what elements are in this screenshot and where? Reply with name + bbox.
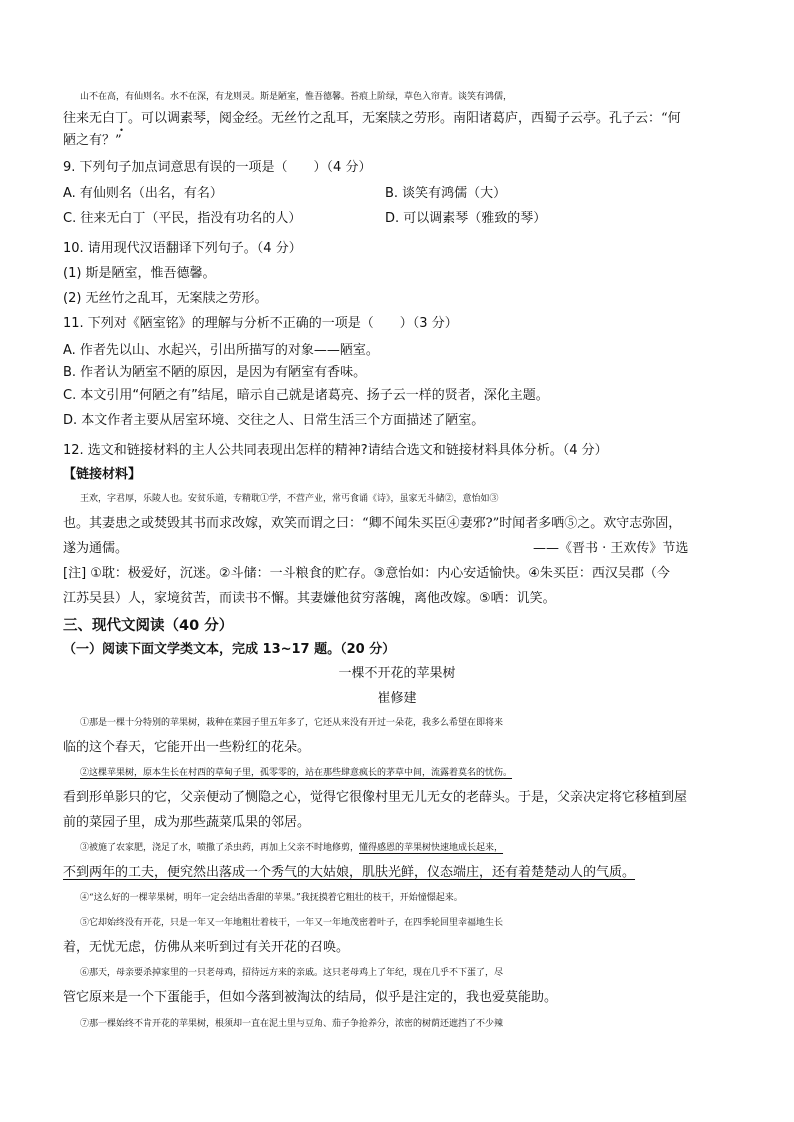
- passage-line-1: 山不在高，有仙则名。水不在深，有龙则灵。斯是陋室，惟吾德馨。苔痕上阶绿，草色入帘青。谈笑有鸿儒，: [80, 92, 513, 102]
- link-line-1: 王欢，字君厚，乐陵人也。安贫乐道，专精耽①学，不营产业，常丐食诵《诗》，虽家无斗储②，意怡如③: [80, 494, 499, 504]
- q11-option-b: B. 作者认为陋室不陋的原因，是因为有陋室有香味。: [63, 365, 367, 380]
- link-note-2: 江苏吴县）人，家境贫苦，而读书不懈。其妻嫌他贫穷落魄，离他改嫁。⑤哂：讥笑。: [63, 591, 556, 606]
- link-line-3: 遂为通儒。 ——《晋书 · 王欢传》节选: [63, 538, 753, 560]
- link-source: ——《晋书 · 王欢传》节选: [533, 541, 689, 556]
- story-p6-line-2: 管它原来是一个下蛋能手，但如今落到被淘汰的结局，似乎是注定的，我也爱莫能助。: [63, 990, 558, 1005]
- q9-option-a: A. 有仙则名（出名，有名）: [63, 186, 223, 201]
- link-heading: 【链接材料】: [63, 467, 142, 482]
- story-p1-line-2: 临的这个春天，它能开出一些粉红的花朵。: [63, 740, 311, 755]
- story-author: 崔修建: [377, 691, 417, 706]
- q9-stem: 9. 下列句子加点词意思有误的一项是（ ）（4 分）: [63, 160, 372, 175]
- q12-stem: 12. 选文和链接材料的主人公共同表现出怎样的精神?请结合选文和链接材料具体分析。（4 分）: [63, 443, 608, 458]
- q11-option-c: C. 本文引用“何陋之有”结尾，暗示自己就是诸葛亮、扬子云一样的贤者，深化主题。: [63, 388, 549, 403]
- q10-stem: 10. 请用现代汉语翻译下列句子。（4 分）: [63, 241, 302, 256]
- story-p7-line-1: ⑦那一棵始终不肯开花的苹果树，根须却一直在泥土里与豆角、茄子争抢养分，浓密的树荫还遮挡了不少辣: [80, 1019, 504, 1029]
- q9-option-c: C. 往来无白丁（平民，指没有功名的人）: [63, 211, 302, 226]
- q11-option-d: D. 本文作者主要从居室环境、交往之人、日常生活三个方面描述了陋室。: [63, 413, 485, 428]
- q9-option-b: B. 谈笑有鸿儒（大）: [385, 186, 507, 201]
- q10-sentence-1: (1) 斯是陋室，惟吾德馨。: [63, 266, 216, 281]
- story-p5-line-1: ⑤它却始终没有开花，只是一年又一年地粗壮着枝干，一年又一年地茂密着叶子，在四季轮回里幸福地生长: [80, 918, 504, 928]
- q9-option-d: D. 可以调素琴（雅致的琴）: [385, 211, 547, 226]
- link-line-2: 也。其妻患之或焚毁其书而求改嫁，欢笑而谓之曰：“卿不闻朱买臣④妻邪?”时闻者多哂⑤之。欢守志弥固，: [63, 516, 682, 531]
- story-p1-line-1: ①那是一棵十分特别的苹果树，栽种在菜园子里五年多了，它还从来没有开过一朵花，我多么希望在即将来: [80, 718, 504, 728]
- story-p2-line-3: 前的菜园子里，成为那些蔬菜瓜果的邻居。: [63, 815, 311, 830]
- q11-stem: 11. 下列对《陋室铭》的理解与分析不正确的一项是（ ）（3 分）: [63, 316, 458, 331]
- q11-option-a: A. 作者先以山、水起兴，引出所描写的对象——陋室。: [63, 343, 379, 358]
- section-3-title: 三、现代文阅读（40 分）: [63, 618, 234, 634]
- q10-sentence-2: (2) 无丝竹之乱耳，无案牍之劳形。: [63, 291, 268, 306]
- passage-line-3: 陋之有？”: [63, 133, 122, 148]
- story-p2-line-1: ②这棵苹果树，原本生长在村西的草甸子里，孤零零的，站在那些肆意疯长的茅草中间，流露着莫名的忧伤。: [80, 768, 513, 778]
- passage-line-2: 往来无白丁。可以调素琴，阅金经。无丝竹之乱耳，无案牍之劳形。南阳诸葛庐，西蜀子云亭。孔子云：“何: [63, 111, 681, 126]
- link-note-1: [注] ①耽：极爱好，沉迷。②斗储：一斗粮食的贮存。③意怡如：内心安适愉快。④朱买臣：西汉吴郡（今: [63, 566, 670, 581]
- section-3-subtitle: （一）阅读下面文学类文本，完成 13~17 题。（20 分）: [63, 642, 396, 657]
- story-p6-line-1: ⑥那天，母亲要杀掉家里的一只老母鸡，招待远方来的亲戚。这只老母鸡上了年纪，现在几乎不下蛋了，尽: [80, 968, 504, 978]
- story-title: 一棵不开花的苹果树: [338, 666, 456, 681]
- story-p3-line-2: 不到两年的工夫，便究然出落成一个秀气的大姑娘，肌肤光鲜，仪态端庄，还有着楚楚动人的气质。: [63, 865, 636, 880]
- story-p4: ④“这么好的一棵苹果树，明年一定会结出香甜的苹果。”我抚摸着它粗壮的枝干，开始憧憬起来。: [80, 893, 463, 903]
- story-p5-line-2: 着，无忧无虑，仿佛从来听到过有关开花的召唤。: [63, 940, 350, 955]
- story-p2-line-2: 看到形单影只的它，父亲便动了恻隐之心，觉得它很像村里无儿无女的老薛头。于是，父亲决定将它移植到屋: [63, 790, 688, 805]
- story-p3-line-1: ③被施了农家肥，浇足了水，喷撒了杀虫药，再加上父亲不时地修剪，懂得感恩的苹果树快速地成长起来，: [80, 843, 504, 853]
